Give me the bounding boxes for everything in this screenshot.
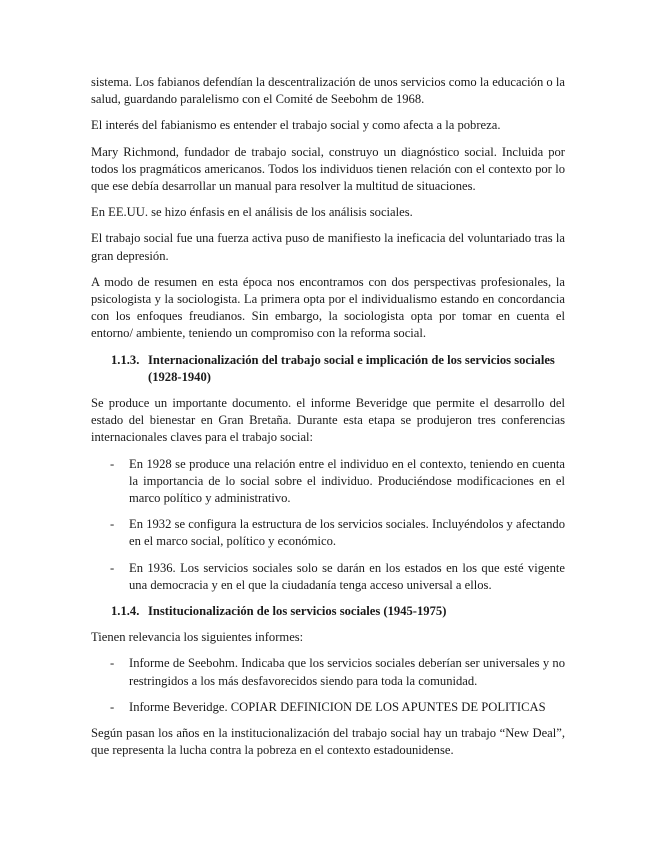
paragraph-closing: Según pasan los años en la institucionalización del trabajo social hay un trabajo “New Deal”, que representa la lucha contra la pobreza en el contexto estadounidense. xyxy=(91,726,565,758)
bullet-dash: - xyxy=(110,517,115,532)
list-item-text: En 1928 se produce una relación entre el individuo en el contexto, teniendo en cuenta la importancia de lo social sobre el individuo. Produciéndose modificaciones en el marco político y administrativo. xyxy=(129,456,565,506)
list-item xyxy=(91,699,565,716)
section-heading-1-1-4 xyxy=(91,603,565,620)
list-item-text: En 1932 se configura la estructura de los servicios sociales. Incluyéndolos y afectando en el marco social, político y económico. xyxy=(129,517,565,549)
section-title: Institucionalización de los servicios sociales (1945-1975) xyxy=(148,604,447,619)
list-item xyxy=(91,655,565,689)
list-item-text: Informe Beveridge. COPIAR DEFINICION DE LOS APUNTES DE POLITICAS xyxy=(129,699,546,714)
bullet-dash: - xyxy=(110,699,115,714)
paragraph: sistema. Los fabianos defendían la descentralización de unos servicios como la educación o la salud, guardando paralelismo con el Comité de Seebohm de 1968. xyxy=(91,75,565,107)
paragraph: A modo de resumen en esta época nos encontramos con dos perspectivas profesionales, la psicologista y la sociologista. La primera opta por el individualismo estando en concordancia con los enfoques freudianos. Sin embargo, la sociologista opta por tomar en cuenta el entorno/ ambiente, teniendo un compromiso con la reforma social. xyxy=(91,274,565,341)
paragraph: Se produce un importante documento. el informe Beveridge que permite el desarrollo del estado del bienestar en Gran Bretaña. Durante esta etapa se produjeron tres conferencias internacionales claves para el trabajo social: xyxy=(91,396,565,445)
bullet-list xyxy=(91,655,565,716)
list-item-text: En 1936. Los servicios sociales solo se darán en los estados en los que esté vigente una democracia y en el que la ciudadanía tenga acceso universal a ellos. xyxy=(129,560,565,592)
list-item xyxy=(91,560,565,594)
list-item-text: Informe de Seebohm. Indicaba que los servicios sociales deberían ser universales y no restringidos a los más desfavorecidos siendo para toda la comunidad. xyxy=(129,656,565,688)
bullet-list xyxy=(91,456,565,594)
paragraph: Tienen relevancia los siguientes informes: xyxy=(91,630,304,645)
bullet-dash: - xyxy=(110,456,115,471)
list-item xyxy=(91,516,565,550)
bullet-dash: - xyxy=(110,560,115,575)
section-heading-1-1-3 xyxy=(91,352,565,386)
paragraph: El trabajo social fue una fuerza activa puso de manifiesto la ineficacia del voluntariado tras la gran depresión. xyxy=(91,231,565,263)
section-title: Internacionalización del trabajo social e implicación de los servicios sociales (1928-1940) xyxy=(148,352,555,384)
paragraph: Mary Richmond, fundador de trabajo social, construyo un diagnóstico social. Incluida por todos los pragmáticos americanos. Todos los individuos tienen relación con el contexto por lo que ese debía desarrollar un manual para resolver la multitud de situaciones. xyxy=(91,144,565,194)
paragraph: En EE.UU. se hizo énfasis en el análisis de los análisis sociales. xyxy=(91,205,413,220)
document-page xyxy=(91,74,565,760)
section-number: 1.1.4. xyxy=(111,604,140,619)
paragraph: El interés del fabianismo es entender el trabajo social y como afecta a la pobreza. xyxy=(91,118,501,133)
bullet-dash: - xyxy=(110,656,115,671)
list-item xyxy=(91,456,565,508)
section-number: 1.1.3. xyxy=(111,352,140,367)
